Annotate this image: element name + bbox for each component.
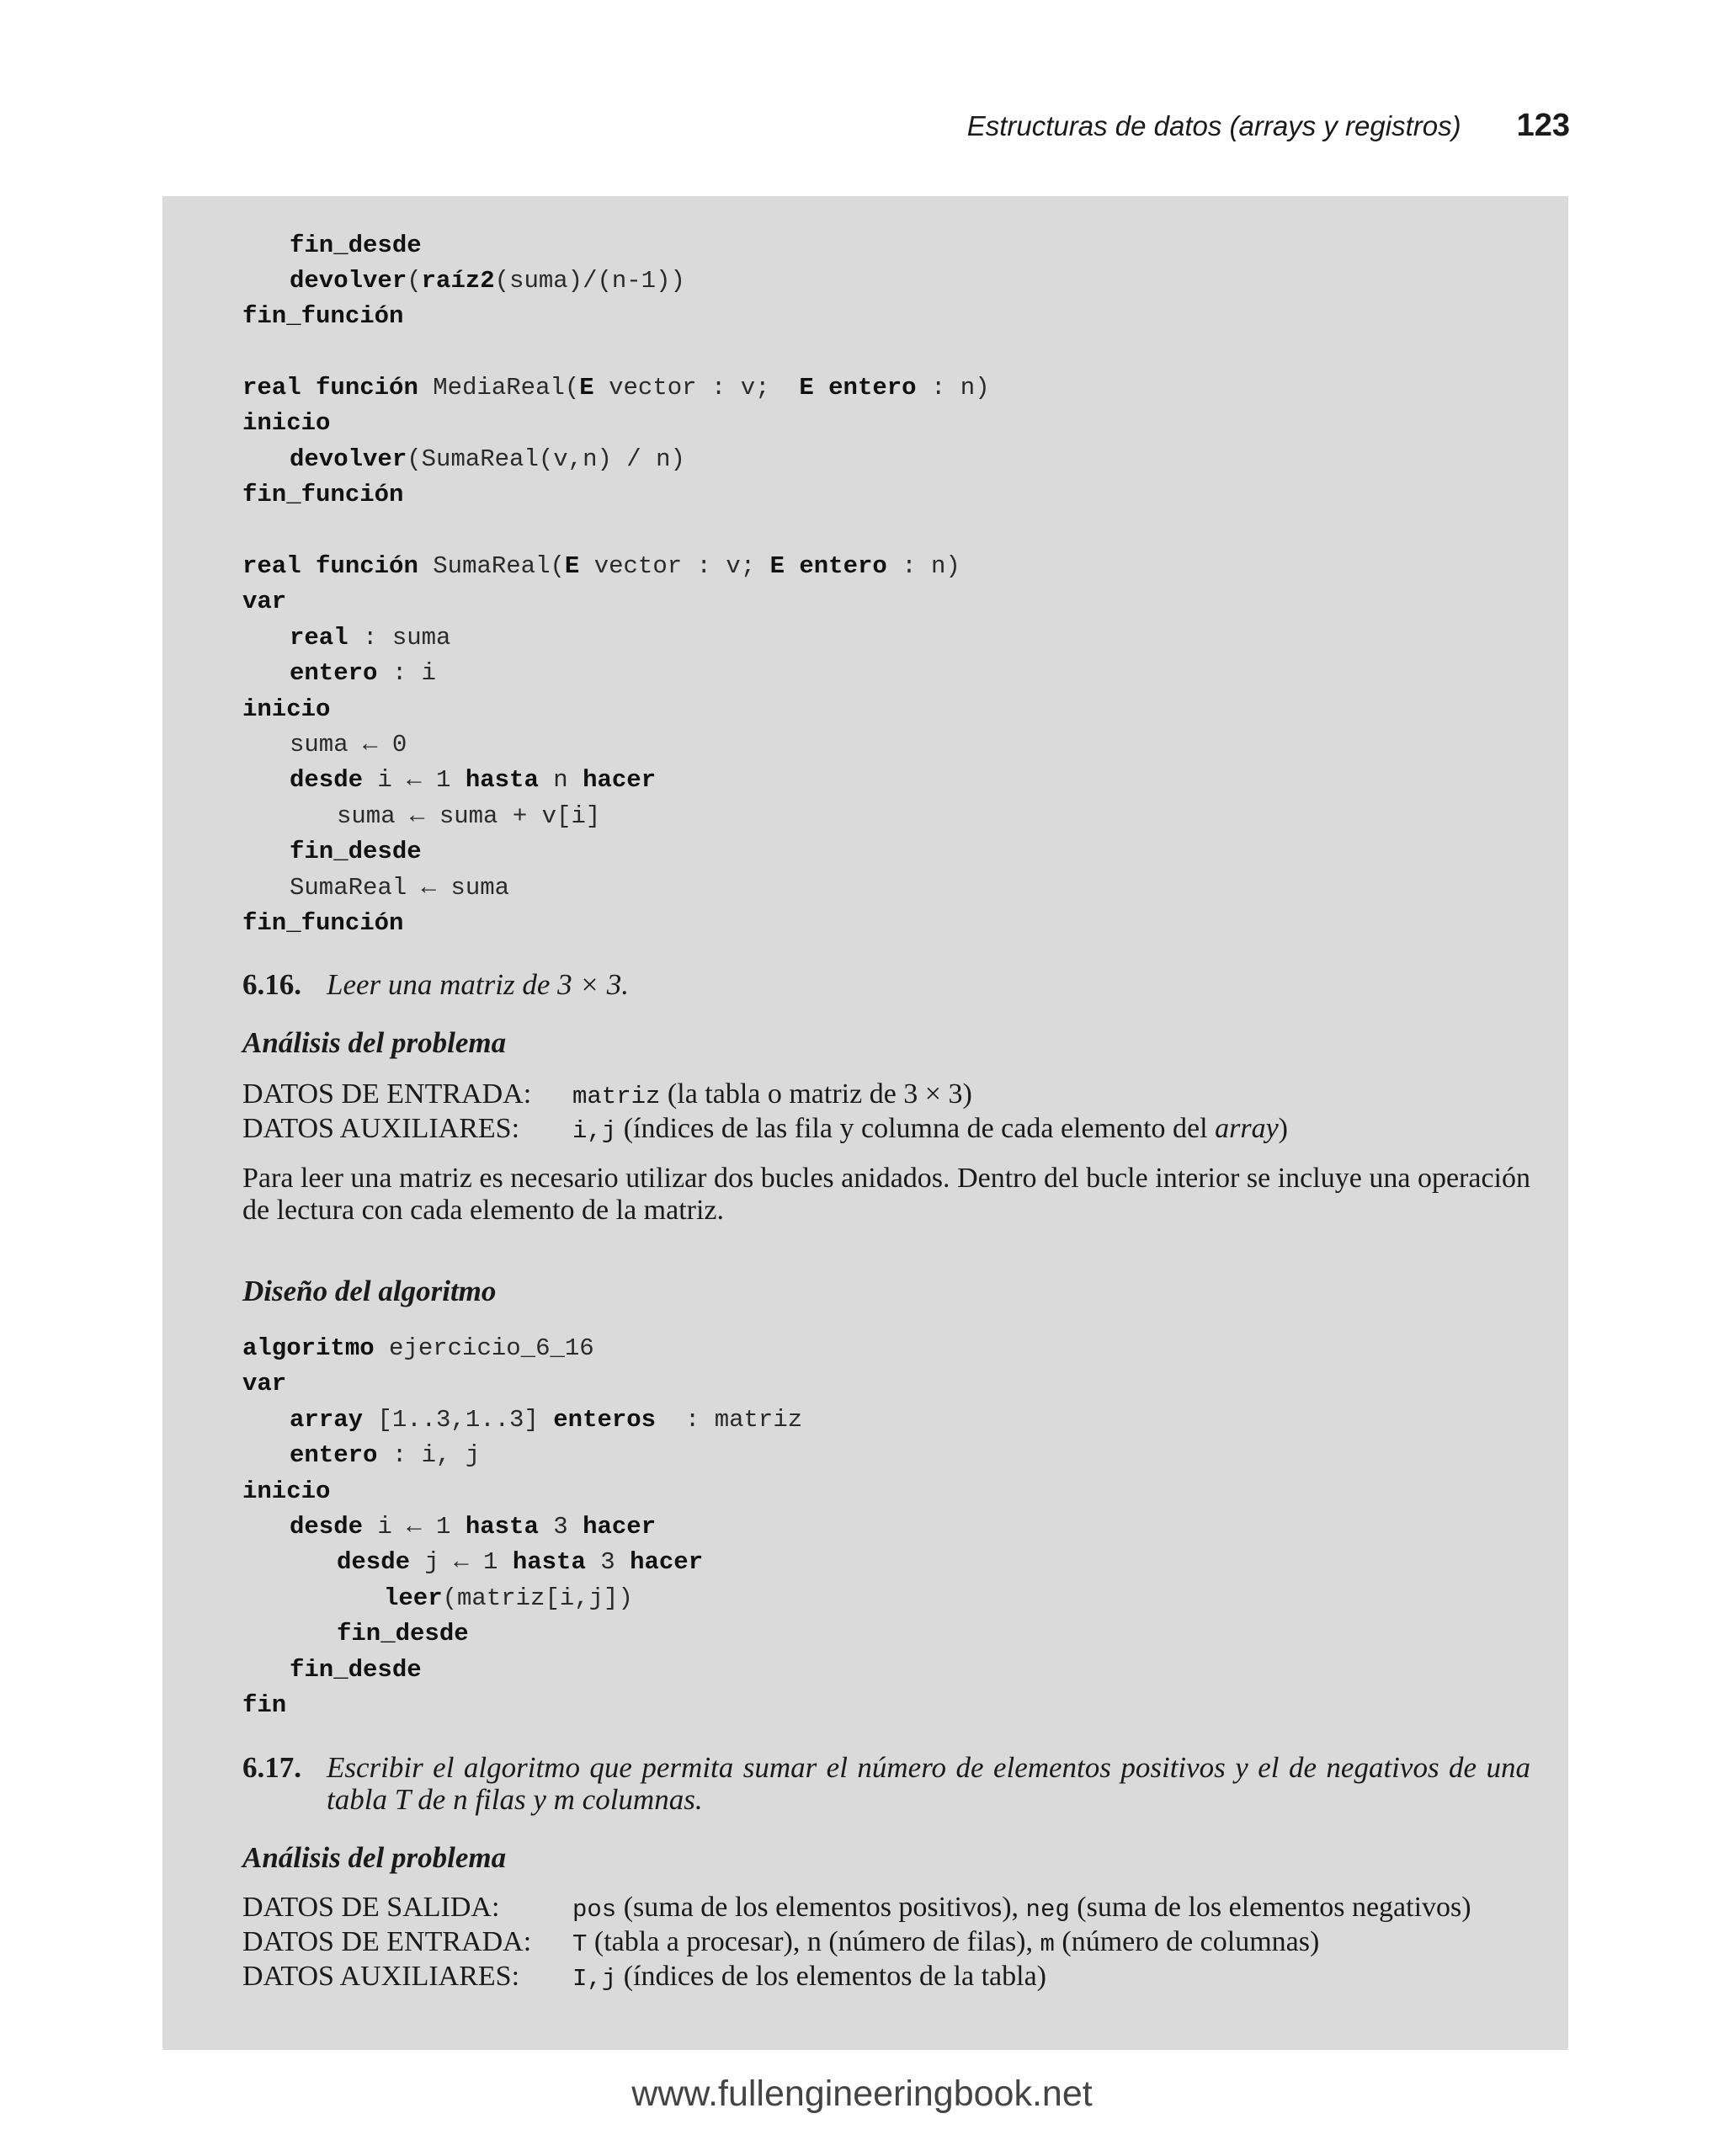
exercise-number: 6.16. [242,968,301,1001]
code-line: desde i ← 1 hasta n hacer [290,766,657,794]
design-heading: Diseño del algoritmo [242,1275,497,1307]
analysis-heading: Análisis del problema [242,1026,507,1059]
data-definitions [242,1892,1530,1995]
code-line: real función SumaReal(E vector : v; E entero : n) [242,552,960,580]
exercise-6-16-heading [242,969,629,1001]
exercise-number: 6.17. [242,1751,301,1784]
code-line: real función MediaReal(E vector : v; E entero : n) [242,374,990,402]
exercise-statement: Escribir el algoritmo que permita sumar el número de elementos positivos y el de negativos de una tabla T de n filas y m columnas. [327,1751,1530,1816]
code-line: desde j ← 1 hasta 3 hacer [337,1548,704,1576]
footer-url: www.fullengineeringbook.net [631,2073,1093,2114]
code-line: inicio [242,409,331,437]
code-line: devolver(raíz2(suma)/(n-1)) [290,267,685,295]
data-row-output: DATOS DE SALIDA: pos (suma de los elementos positivos), neg (suma de los elementos negativos) [242,1892,1471,1924]
code-line: fin_función [242,909,404,937]
code-line: fin_desde [290,232,422,259]
page-number: 123 [1516,108,1570,143]
code-line: var [242,588,287,615]
code-line: fin_función [242,302,404,330]
data-row-input: DATOS DE ENTRADA: T (tabla a procesar), n (número de filas), m (número de columnas) [242,1926,1320,1958]
code-line: array [1..3,1..3] enteros : matriz [290,1406,803,1434]
code-line: SumaReal ← suma [290,874,510,902]
code-line: fin [242,1691,287,1719]
code-line: fin_desde [290,1656,422,1684]
code-line: leer(matriz[i,j]) [384,1584,633,1612]
code-line: fin_función [242,481,404,508]
code-line: desde i ← 1 hasta 3 hacer [290,1513,657,1541]
data-row-aux: DATOS AUXILIARES: I,j (índices de los elementos de la tabla) [242,1961,1046,1993]
code-line: var [242,1370,287,1397]
code-line: devolver(SumaReal(v,n) / n) [290,445,685,473]
code-line: real : suma [290,624,451,652]
running-title: Estructuras de datos (arrays y registros) [966,110,1461,141]
running-head [967,108,1570,144]
code-line: suma ← 0 [290,731,407,759]
code-line: entero : i, j [290,1441,481,1469]
code-line: algoritmo ejercicio_6_16 [242,1334,594,1362]
code-line: fin_desde [290,838,422,865]
explanation-paragraph: Para leer una matriz es necesario utilizar dos bucles anidados. Dentro del bucle interior se incluye una operación de lectura con cada elemento de la matriz. [242,1163,1530,1226]
code-line: fin_desde [337,1620,469,1648]
content-panel [162,196,1568,2050]
data-row-input: DATOS DE ENTRADA: matriz (la tabla o matriz de 3 × 3) [242,1078,972,1110]
data-row-aux: DATOS AUXILIARES: i,j (índices de las fila y columna de cada elemento del array) [242,1113,1288,1145]
exercise-statement: Leer una matriz de 3 × 3. [327,968,630,1001]
code-line: suma ← suma + v[i] [337,802,601,830]
code-line: entero : i [290,659,437,687]
code-line: inicio [242,1477,331,1505]
exercise-6-17-heading [242,1752,1530,1816]
analysis-heading: Análisis del problema [242,1841,507,1874]
data-definitions [242,1078,1530,1147]
code-line: inicio [242,695,331,723]
